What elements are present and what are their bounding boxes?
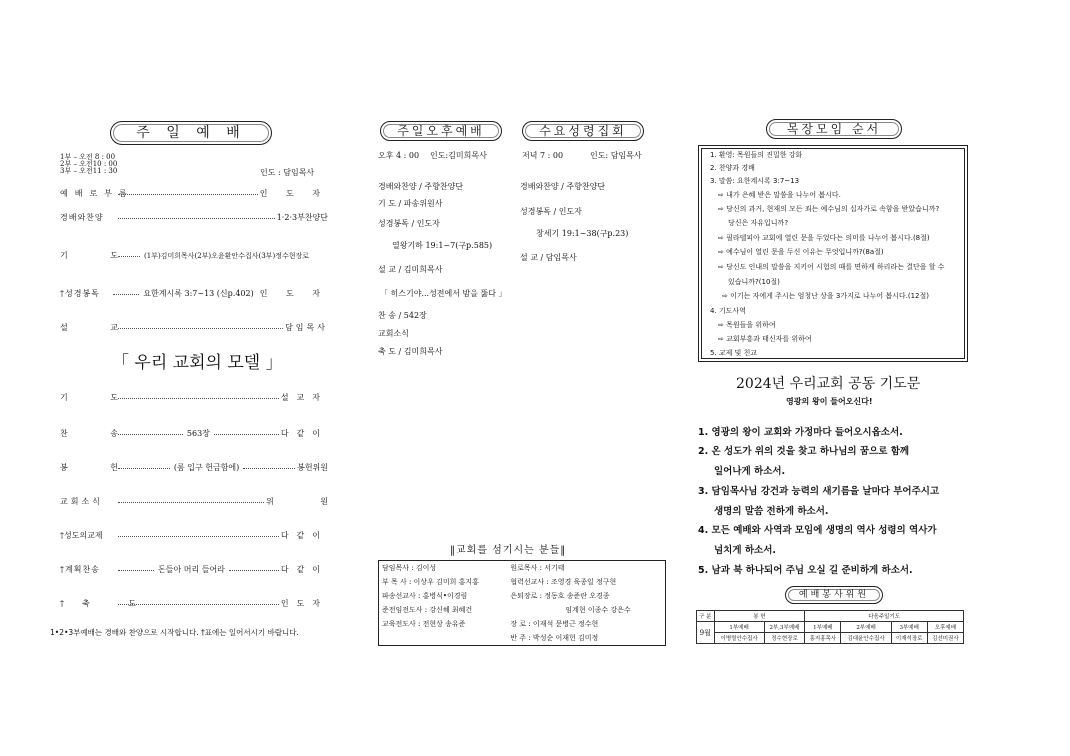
leader-cell: 협력선교사 : 조영경 육종일 정구현 [510, 578, 617, 586]
leader-cell: 장 로 : 이재석 문병근 정수현 [510, 620, 599, 628]
leaders-title: ‖교회를 섬기시는 분들‖ [450, 545, 567, 556]
prayer-subtitle: 영광의 왕이 들어오신다! [786, 397, 873, 406]
order-row [60, 250, 328, 261]
row-right: 담임목사 [285, 323, 328, 332]
row-label: 설 교 [60, 323, 138, 332]
row-right: 인 도 자 [259, 289, 328, 298]
cell-item: ⇨ 내가 은혜 받은 말씀을 나누어 봅시다. [718, 191, 841, 199]
servers-sub: 1부예배 [805, 622, 841, 633]
row-right: 다같이 [280, 429, 328, 438]
order-row [60, 392, 328, 403]
cell-item: 1. 환영: 목원들의 진밀한 강화 [710, 151, 803, 159]
leader-cell: 은퇴장로 : 정동호 송준란 오경종 [510, 592, 610, 600]
main-leader: 인도 : 담임목사 [260, 168, 315, 177]
servers-cell: 이병렬안수집사 [714, 633, 764, 644]
cell-item: 3. 말씀: 요한계시록 3:7~13 [710, 177, 800, 185]
row-mid: (롬 입구 헌금함에) [173, 463, 240, 472]
servers-sub: 1부예배 [714, 622, 764, 633]
cell-item: 당신은 자유입니까? [728, 219, 789, 227]
servers-month: 9월 [697, 622, 715, 644]
servers-cell: 정수현장로 [764, 633, 805, 644]
row-label: 경배와찬양 [60, 213, 104, 222]
servers-sub: 3부예배 [891, 622, 927, 633]
row-mid: 돈들아 머리 들어라 [158, 565, 225, 574]
leader-cell: 준전임전도사 : 강신혜 최혜건 [382, 606, 473, 614]
prayer-line: 생명의 말씀 전하게 하소서. [714, 506, 829, 517]
row-right: 봉헌위원 [297, 463, 329, 472]
time-3: 3부 – 오전11 : 30 [60, 167, 118, 175]
leader-cell: 담임목사 : 김이성 [382, 564, 437, 572]
cell-item: 2. 찬양과 경배 [710, 164, 755, 172]
prayer-line: 넘치게 하소서. [714, 545, 776, 556]
cell-item: ⇨ 이기는 자에게 주시는 엄청난 상을 3가지로 나누어 봅시다.(12절) [722, 292, 930, 300]
cell-item: ⇨ 당신의 과거, 현재의 모든 죄는 예수님의 십자가로 속함을 받았습니까? [718, 205, 940, 213]
time-1: 1부 – 오전 8 : 00 [60, 153, 116, 161]
servers-header: 다음주일기도 [805, 611, 964, 622]
leader-cell: 반 주 : 박성순 이재헌 김미정 [510, 634, 599, 642]
row-mid: (1부)김미희목사(2부)오윤환안수집사(3부)정수현장로 [144, 251, 309, 260]
afternoon-line: 열왕기하 19:1~7(구p.585) [392, 241, 493, 250]
order-row [60, 428, 328, 439]
afternoon-line: 교회소식 [378, 329, 409, 338]
row-right: 1·2·3부찬양단 [276, 213, 328, 222]
row-right: 위 원 [266, 497, 350, 506]
row-label: †축 도 [60, 599, 154, 608]
leaders-table [378, 560, 666, 646]
footnote: 1•2•3부예배는 경배와 찬양으로 시작합니다. †표에는 일어서시기 바랍니다. [50, 628, 299, 637]
prayer-line: 일어나게 하소서. [714, 466, 786, 477]
leader-cell: 파송선교사 : 홍병식•이경림 [382, 592, 468, 600]
servers-header: 봉 헌 [714, 611, 805, 622]
servers-table [696, 610, 964, 644]
cell-item: ⇨ 교회부흥과 태신자를 위하여 [718, 335, 812, 343]
wednesday-line: 성경봉독 / 인도자 [520, 207, 582, 216]
row-mid: 563장 [186, 429, 210, 438]
leader-cell: 부 목 사 : 이상우 김미희 홍지홍 [382, 578, 479, 586]
servers-cell: 김선미권사 [927, 633, 963, 644]
prayer-line: 2. 온 성도가 위의 것을 찾고 하나님의 꿈으로 함께 [698, 446, 910, 457]
afternoon-line: 「 히스기야...성전에서 밤을 뚫다 」 [380, 289, 507, 298]
order-row [60, 564, 328, 575]
afternoon-line: 찬 송 / 542장 [378, 311, 427, 320]
sermon-title: 「 우리 교회의 모델 」 [112, 353, 283, 373]
cell-title: 목장모임 순서 [766, 119, 902, 139]
leader-cell: 교육전도사 : 전현상 송유준 [382, 620, 466, 628]
row-label: 기 도 [60, 393, 138, 402]
row-label: 교회소식 [60, 497, 103, 506]
order-row [60, 188, 328, 199]
cell-item: ⇨ 예수님이 열린 문을 두신 이유는 무엇입니까?(8a절) [718, 248, 884, 256]
cell-item: ⇨ 필라델피아 교회에 열린 문을 두었다는 의미를 나누어 봅시다.(8절) [718, 234, 930, 242]
leader-cell: 원로목사 : 서기태 [510, 564, 565, 572]
servers-title: 예배봉사위원 [785, 586, 883, 604]
order-row [60, 322, 328, 333]
order-row [60, 462, 328, 473]
order-row [60, 598, 328, 609]
afternoon-line: 설 교 / 김미희목사 [378, 265, 443, 274]
row-right: 다같이 [280, 565, 328, 574]
cell-item: 있습니까?(10절) [728, 278, 780, 286]
time-2: 2부 – 오전10 : 00 [60, 160, 118, 168]
wednesday-line: 경배와찬양 / 주향찬양단 [520, 182, 606, 191]
servers-cell: 홍지홍목사 [805, 633, 841, 644]
order-row [60, 212, 328, 223]
servers-sub: 2부예배 [841, 622, 891, 633]
afternoon-title: 주일오후예배 [380, 121, 502, 141]
cell-item: ⇨ 당신도 인내의 말씀을 지키어 시험의 때를 면하게 하리라는 결단을 할 수 [718, 263, 945, 271]
prayer-line: 5. 남과 북 하나되어 주님 오실 길 준비하게 하소서. [698, 565, 913, 576]
servers-header: 구 분 [697, 611, 715, 622]
row-label: †계획찬송 [60, 565, 100, 574]
row-right: 인 도 자 [259, 189, 328, 198]
order-row [60, 496, 350, 507]
order-row [60, 288, 328, 299]
afternoon-line: 기 도 / 파송위원사 [378, 199, 443, 208]
wednesday-leader: 인도: 담임목사 [590, 151, 642, 160]
row-right: 다같이 [280, 531, 328, 540]
cell-item: 5. 교제 및 친교 [710, 349, 758, 357]
servers-cell: 김대윤안수집사 [841, 633, 891, 644]
prayer-line: 3. 담임목사님 강건과 능력의 새기름을 날마다 부어주시고 [698, 486, 940, 497]
cell-item: 4. 기도사역 [710, 307, 746, 315]
afternoon-line: 경배와찬양 / 주향찬양단 [378, 182, 464, 191]
wednesday-time: 저녁 7 : 00 [522, 151, 564, 160]
row-mid: 요한계시록 3:7~13 (신p.402) [143, 289, 254, 298]
servers-cell: 이재석장로 [891, 633, 927, 644]
service-times [60, 154, 117, 175]
row-label: †성도의교제 [60, 531, 103, 540]
servers-sub: 오후예배 [927, 622, 963, 633]
afternoon-line: 성경봉독 / 인도자 [378, 219, 440, 228]
afternoon-leader: 인도:김미희목사 [430, 151, 487, 160]
wednesday-line: 설 교 / 담임목사 [520, 253, 577, 262]
row-label: †성경봉독 [60, 289, 100, 298]
leader-cell [379, 631, 508, 646]
wednesday-title: 수요성령집회 [522, 121, 644, 141]
leader-cell: 임계현 이종수 강은수 [565, 606, 631, 614]
row-label: 기 도 [60, 251, 138, 260]
row-right: 인도자 [280, 599, 328, 608]
prayer-line: 4. 모든 예배와 사역과 모임에 생명의 역사 성령의 역사가 [698, 525, 937, 536]
cell-item: ⇨ 목원들을 위하여 [718, 321, 776, 329]
prayer-line: 1. 영광의 왕이 교회와 가정마다 들어오시옵소서. [698, 427, 903, 438]
row-right: 설교자 [280, 393, 328, 402]
prayer-title: 2024년 우리교회 공동 기도문 [736, 376, 921, 392]
wednesday-line: 창세기 19:1~38(구p.23) [536, 229, 629, 238]
servers-sub: 2부,3부예배 [764, 622, 805, 633]
row-label: 찬 송 [60, 429, 138, 438]
row-label: 예배로부름 [60, 189, 134, 198]
order-row [60, 530, 328, 541]
row-label: 봉 헌 [60, 463, 138, 472]
main-worship-title: 주 일 예 배 [110, 121, 272, 145]
afternoon-line: 축 도 / 김미희목사 [378, 347, 443, 356]
afternoon-time: 오후 4 : 00 [378, 151, 420, 160]
